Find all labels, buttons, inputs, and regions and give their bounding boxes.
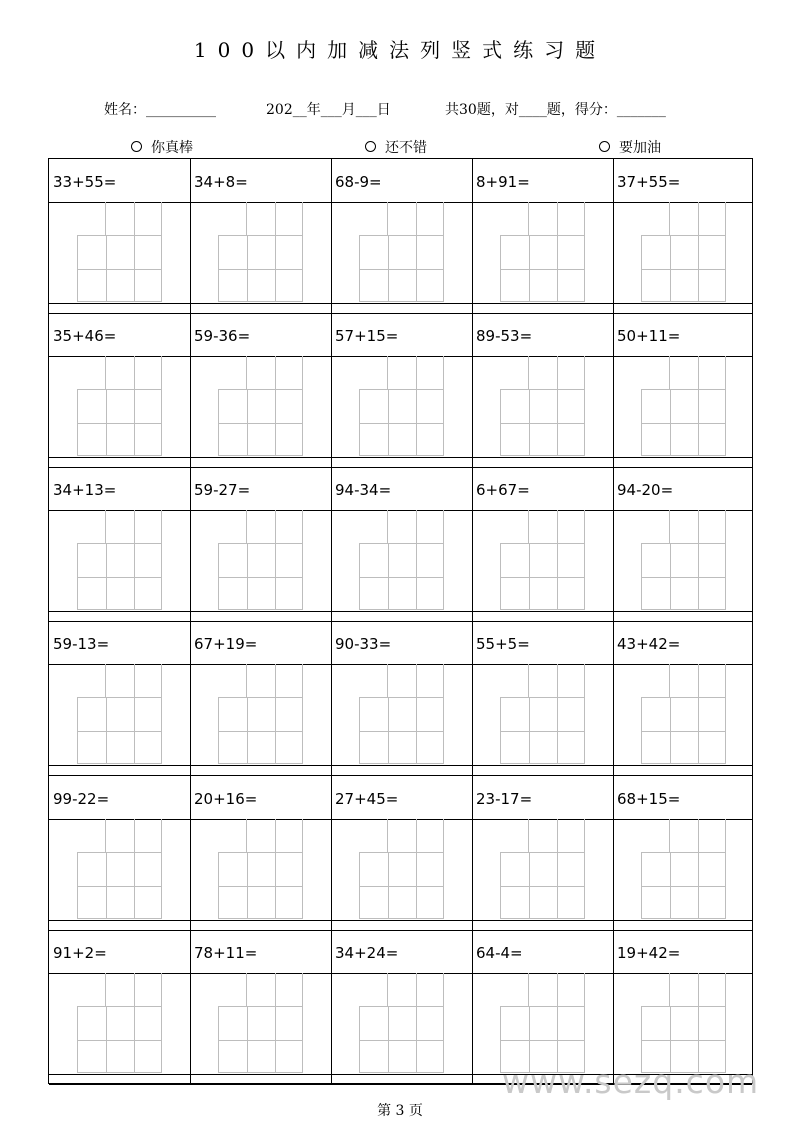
row-divider [49,303,752,304]
box-gridline [134,356,135,389]
date-field-label: 202__年___月___日 [266,102,391,118]
row-divider [49,611,752,612]
carry-writing-box[interactable] [105,356,162,390]
row-divider [49,457,752,458]
rating-option-great [131,137,193,157]
carry-writing-box[interactable] [246,973,303,1007]
circle-icon [599,141,610,152]
box-gridline [134,202,135,235]
answer-writing-box[interactable] [77,235,162,302]
answer-writing-box[interactable] [218,697,303,764]
box-gridline [557,664,558,697]
problem-expression: 99-22= [53,790,110,808]
box-gridline [134,819,135,852]
problem-expression: 35+46= [53,327,117,345]
box-gridline [275,356,276,389]
problem-expression: 33+55= [53,173,117,191]
box-gridline [275,973,276,1006]
carry-writing-box[interactable] [528,664,585,698]
problem-expression: 27+45= [335,790,399,808]
box-gridline [501,577,584,578]
box-gridline [219,269,302,270]
problem-expression: 59-36= [194,327,251,345]
answer-writing-box[interactable] [641,697,726,764]
carry-writing-box[interactable] [105,973,162,1007]
problem-expression: 64-4= [476,944,523,962]
box-gridline [78,423,161,424]
answer-writing-box[interactable] [641,543,726,610]
problem-grid [48,158,753,1084]
carry-writing-box[interactable] [246,664,303,698]
problem-expression: 50+11= [617,327,681,345]
answer-writing-box[interactable] [500,697,585,764]
carry-writing-box[interactable] [528,973,585,1007]
rating-label: 你真棒 [151,140,193,156]
carry-writing-box[interactable] [669,510,726,544]
answer-writing-box[interactable] [359,697,444,764]
box-gridline [698,356,699,389]
problem-expression: 89-53= [476,327,533,345]
answer-writing-box[interactable] [77,697,162,764]
box-gridline [642,423,725,424]
answer-writing-box[interactable] [500,852,585,919]
box-gridline [698,510,699,543]
row-divider [49,467,752,468]
problem-expression: 59-13= [53,635,110,653]
box-gridline [698,664,699,697]
carry-writing-box[interactable] [669,356,726,390]
box-gridline [360,577,443,578]
rating-option-good [365,137,427,157]
answer-writing-box[interactable] [500,543,585,610]
box-gridline [698,973,699,1006]
box-gridline [360,886,443,887]
score-field-label: 共30题，对____题，得分：_______ [445,102,666,118]
problem-expression: 91+2= [53,944,107,962]
carry-writing-box[interactable] [669,202,726,236]
carry-writing-box[interactable] [387,819,444,853]
box-gridline [416,819,417,852]
carry-writing-box[interactable] [669,664,726,698]
problem-expression: 57+15= [335,327,399,345]
box-gridline [275,664,276,697]
problem-expression: 19+42= [617,944,681,962]
rating-option-try-harder [599,137,661,157]
box-gridline [134,510,135,543]
carry-writing-box[interactable] [528,510,585,544]
box-gridline [360,423,443,424]
rating-label: 要加油 [619,140,661,156]
carry-writing-box[interactable] [528,819,585,853]
problem-expression: 59-27= [194,481,251,499]
answer-writing-box[interactable] [77,852,162,919]
carry-writing-box[interactable] [387,664,444,698]
carry-writing-box[interactable] [528,202,585,236]
problem-expression: 67+19= [194,635,258,653]
problem-expression: 20+16= [194,790,258,808]
problem-expression: 68+15= [617,790,681,808]
carry-writing-box[interactable] [387,510,444,544]
carry-writing-box[interactable] [246,202,303,236]
box-gridline [642,269,725,270]
answer-writing-box[interactable] [218,852,303,919]
carry-writing-box[interactable] [387,973,444,1007]
row-divider [49,765,752,766]
page-number: 第 3 页 [377,1103,423,1119]
carry-writing-box[interactable] [246,356,303,390]
box-gridline [501,731,584,732]
problem-expression: 8+91= [476,173,530,191]
answer-writing-box[interactable] [359,543,444,610]
box-gridline [360,731,443,732]
answer-writing-box[interactable] [359,1006,444,1073]
carry-writing-box[interactable] [528,356,585,390]
box-gridline [416,202,417,235]
box-gridline [360,269,443,270]
carry-writing-box[interactable] [105,664,162,698]
row-divider [49,775,752,776]
box-gridline [416,973,417,1006]
box-gridline [642,577,725,578]
answer-writing-box[interactable] [359,852,444,919]
problem-expression: 6+67= [476,481,530,499]
problem-expression: 68-9= [335,173,382,191]
carry-writing-box[interactable] [105,510,162,544]
box-gridline [501,886,584,887]
answer-writing-box[interactable] [218,543,303,610]
name-field-label: 姓名：__________ [104,102,216,118]
answer-writing-box[interactable] [641,235,726,302]
answer-writing-box[interactable] [218,389,303,456]
box-gridline [698,819,699,852]
box-gridline [219,577,302,578]
carry-writing-box[interactable] [387,356,444,390]
box-gridline [501,423,584,424]
problem-expression: 94-34= [335,481,392,499]
box-gridline [501,1040,584,1041]
circle-icon [365,141,376,152]
circle-icon [131,141,142,152]
box-gridline [219,423,302,424]
box-gridline [642,731,725,732]
page-title: 100以内加减法列竖式练习题 [193,38,607,62]
carry-writing-box[interactable] [669,819,726,853]
box-gridline [78,731,161,732]
box-gridline [219,886,302,887]
answer-writing-box[interactable] [500,235,585,302]
row-divider [49,313,752,314]
box-gridline [275,819,276,852]
box-gridline [642,1040,725,1041]
box-gridline [360,1040,443,1041]
box-gridline [501,269,584,270]
problem-expression: 55+5= [476,635,530,653]
box-gridline [78,269,161,270]
box-gridline [134,973,135,1006]
box-gridline [557,819,558,852]
answer-writing-box[interactable] [500,389,585,456]
carry-writing-box[interactable] [246,510,303,544]
rating-label: 还不错 [385,140,427,156]
box-gridline [557,973,558,1006]
box-gridline [219,1040,302,1041]
problem-expression: 34+13= [53,481,117,499]
row-divider [49,930,752,931]
answer-writing-box[interactable] [77,543,162,610]
problem-expression: 43+42= [617,635,681,653]
answer-writing-box[interactable] [359,389,444,456]
box-gridline [557,510,558,543]
box-gridline [698,202,699,235]
carry-writing-box[interactable] [105,202,162,236]
answer-writing-box[interactable] [359,235,444,302]
carry-writing-box[interactable] [246,819,303,853]
box-gridline [416,510,417,543]
carry-writing-box[interactable] [387,202,444,236]
carry-writing-box[interactable] [105,819,162,853]
box-gridline [557,202,558,235]
problem-expression: 34+8= [194,173,248,191]
problem-expression: 94-20= [617,481,674,499]
problem-expression: 34+24= [335,944,399,962]
box-gridline [78,886,161,887]
row-divider [49,621,752,622]
answer-writing-box[interactable] [641,389,726,456]
problem-expression: 90-33= [335,635,392,653]
answer-writing-box[interactable] [77,1006,162,1073]
box-gridline [275,510,276,543]
answer-writing-box[interactable] [77,389,162,456]
box-gridline [78,1040,161,1041]
box-gridline [134,664,135,697]
answer-writing-box[interactable] [218,1006,303,1073]
carry-writing-box[interactable] [669,973,726,1007]
answer-writing-box[interactable] [641,852,726,919]
box-gridline [557,356,558,389]
answer-writing-box[interactable] [218,235,303,302]
box-gridline [642,886,725,887]
box-gridline [275,202,276,235]
row-divider [49,920,752,921]
box-gridline [416,664,417,697]
problem-expression: 23-17= [476,790,533,808]
box-gridline [416,356,417,389]
box-gridline [78,577,161,578]
watermark: www.sezq.com [502,1062,760,1101]
box-gridline [219,731,302,732]
problem-expression: 78+11= [194,944,258,962]
problem-expression: 37+55= [617,173,681,191]
